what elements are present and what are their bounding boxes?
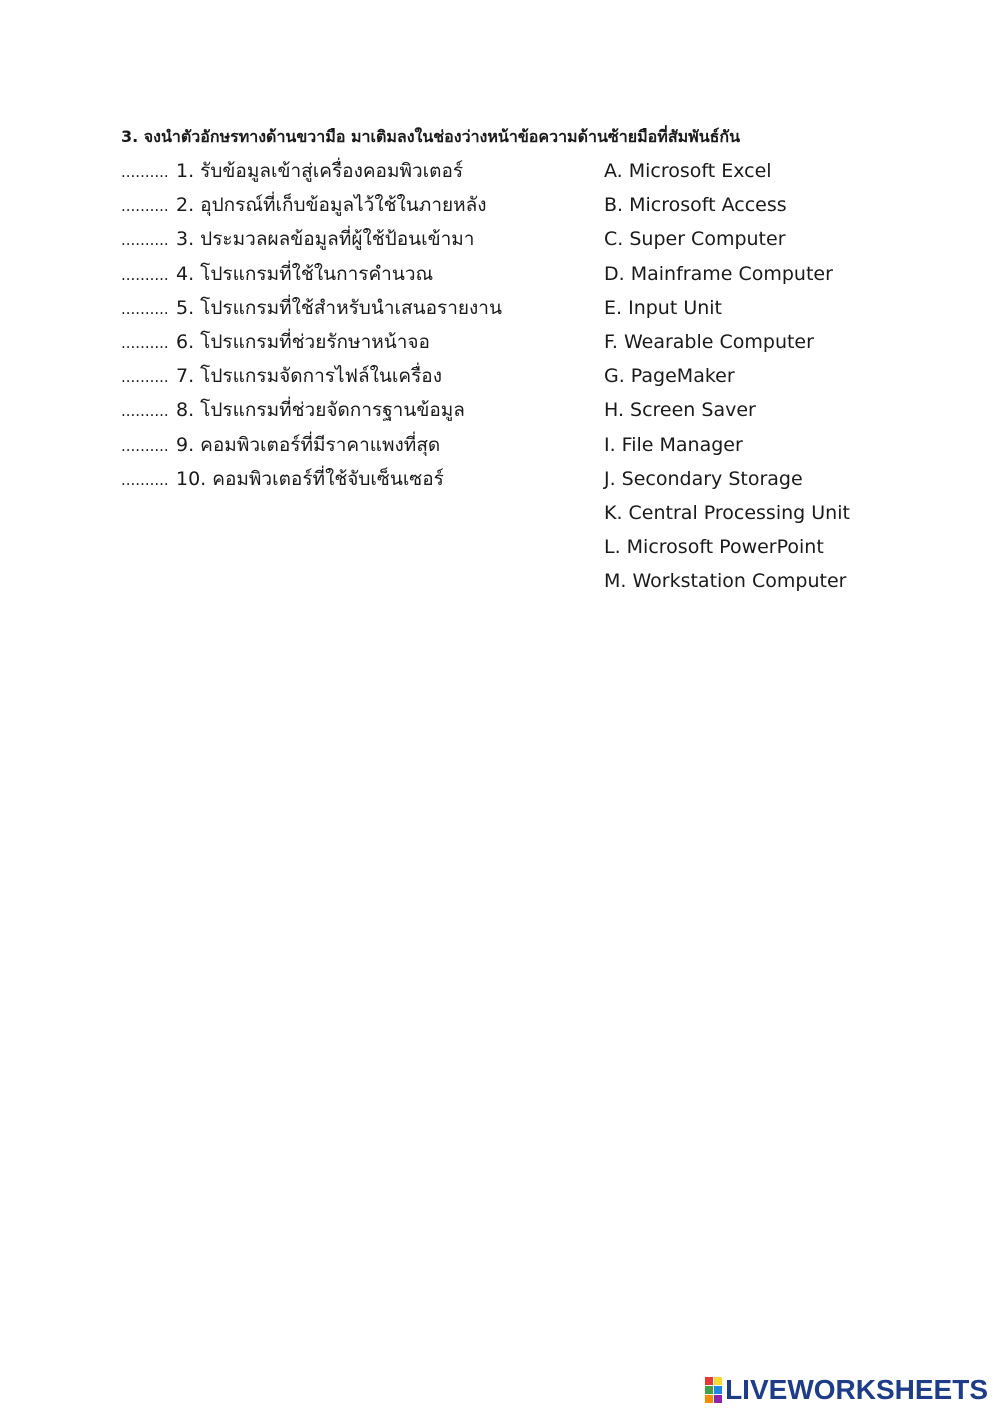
liveworksheets-logo <box>705 1374 988 1405</box>
answer-option: F. Wearable Computer <box>604 330 814 353</box>
question-text: 10. คอมพิวเตอร์ที่ใช้จับเซ็นเซอร์ <box>176 467 444 490</box>
question-item <box>121 226 502 260</box>
answer-blank-8[interactable] <box>121 402 169 420</box>
question-item <box>121 295 502 329</box>
question-text: 8. โปรแกรมที่ช่วยจัดการฐานข้อมูล <box>176 399 465 422</box>
answer-blank-6[interactable] <box>121 334 169 352</box>
answer-option: H. Screen Saver <box>604 399 756 422</box>
question-item <box>121 432 502 466</box>
logo-square <box>705 1386 713 1394</box>
logo-square <box>714 1377 722 1385</box>
answer-option: J. Secondary Storage <box>604 467 803 490</box>
answer-option: D. Mainframe Computer <box>604 262 833 285</box>
answer-option: L. Microsoft PowerPoint <box>604 536 824 559</box>
question-item <box>121 329 502 363</box>
answer-option: B. Microsoft Access <box>604 194 787 217</box>
logo-text: LIVEWORKSHEETS <box>725 1374 988 1405</box>
question-item <box>121 261 502 295</box>
question-item <box>121 363 502 397</box>
question-list <box>121 158 502 500</box>
answer-option-list <box>604 158 850 602</box>
question-item <box>121 466 502 500</box>
answer-blank-4[interactable] <box>121 266 169 284</box>
logo-square <box>705 1395 713 1403</box>
question-text: 7. โปรแกรมจัดการไฟล์ในเครื่อง <box>176 365 442 388</box>
answer-option: K. Central Processing Unit <box>604 501 850 524</box>
logo-mark-icon <box>705 1377 722 1403</box>
answer-option: C. Super Computer <box>604 228 786 251</box>
question-text: 9. คอมพิวเตอร์ที่มีราคาแพงที่สุด <box>176 433 441 456</box>
question-text: 6. โปรแกรมที่ช่วยรักษาหน้าจอ <box>176 330 430 353</box>
question-item <box>121 158 502 192</box>
question-item <box>121 192 502 226</box>
answer-option: M. Workstation Computer <box>604 570 847 593</box>
answer-blank-2[interactable] <box>121 197 169 215</box>
question-text: 3. ประมวลผลข้อมูลที่ผู้ใช้ป้อนเข้ามา <box>176 228 475 251</box>
answer-blank-10[interactable] <box>121 471 169 489</box>
answer-blank-9[interactable] <box>121 437 169 455</box>
answer-blank-1[interactable] <box>121 163 169 181</box>
question-text: 5. โปรแกรมที่ใช้สำหรับนำเสนอรายงาน <box>176 296 502 319</box>
answer-option: A. Microsoft Excel <box>604 160 772 182</box>
answer-blank-3[interactable] <box>121 231 169 249</box>
question-text: 2. อุปกรณ์ที่เก็บข้อมูลไว้ใช้ในภายหลัง <box>176 194 487 217</box>
logo-square <box>714 1395 722 1403</box>
answer-option: I. File Manager <box>604 433 743 456</box>
logo-square <box>714 1386 722 1394</box>
answer-blank-7[interactable] <box>121 368 169 386</box>
answer-option: G. PageMaker <box>604 365 735 388</box>
question-text: 4. โปรแกรมที่ใช้ในการคำนวณ <box>176 262 434 285</box>
answer-blank-5[interactable] <box>121 300 169 318</box>
question-text: 1. รับข้อมูลเข้าสู่เครื่องคอมพิวเตอร์ <box>176 160 464 182</box>
answer-option: E. Input Unit <box>604 296 722 319</box>
instruction-heading: 3. จงนำตัวอักษรทางด้านขวามือ มาเติมลงในช่องว่างหน้าข้อความด้านซ้ายมือที่สัมพันธ์กัน <box>121 127 741 146</box>
logo-square <box>705 1377 713 1385</box>
question-item <box>121 397 502 431</box>
